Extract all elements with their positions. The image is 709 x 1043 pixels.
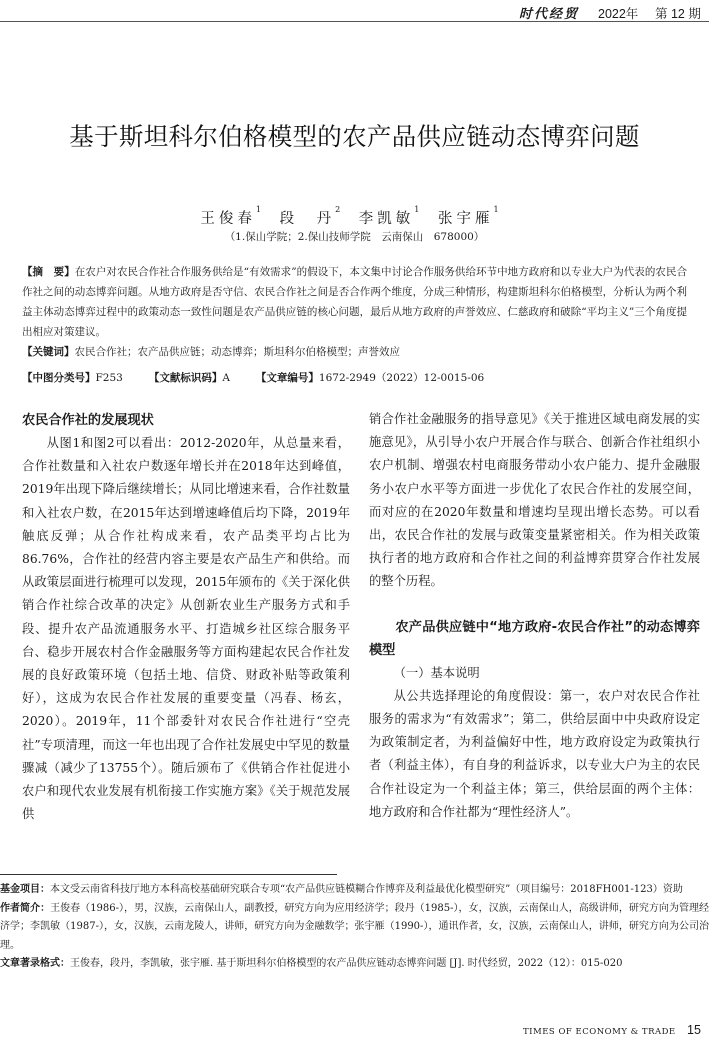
body-paragraph: 从图1和图2可以看出：2012-2020年，从总量来看，合作社数量和入社农户数逐年增长并在2018年达到峰值，2019年出现下降后继续增长；从同比增速来看，合作社数量和入社农户数，在2015年达到增速峰值后均下降，2019年触底反弹；从合作社构成来看，农产品类平均占比为86.76%，合作社的经营内容主要是农产品生产和供给。而从政策层面进行梳理可以发现，2015年颁布的《关于深化供销合作社综合改革的决定》从创新农业生产服务方式和手段、提升农产品流通服务水平、打造城乡社区综合服务平台、稳步开展农村合作金融服务等方面构建起农民合作社发展的良好政策环境（包括土地、信贷、财政补贴等政策利好），这成为农民合作社发展的重要变量（冯春、杨玄，2020）。2019年，11个部委针对农民合作社进行“空壳社”专项清理，而这一年也出现了合作社发展史中罕见的数量骤减（减少了13755个）。随后颁布了《供销合作社促进小农户和现代农业发展有机衔接工作实施方案》《关于规范发展供 [22, 436, 350, 822]
subsection-heading: （一）基本说明 [393, 665, 480, 680]
author-affiliation-mark: 1 [255, 205, 261, 214]
paper-title: 基于斯坦科尔伯格模型的农产品供应链动态博弈问题 [69, 122, 640, 151]
abstract-block [22, 262, 687, 362]
doc-code-label: 【文献标识码】 [148, 372, 223, 384]
clc-value: F253 [95, 372, 123, 384]
author-name: 段 丹 [279, 211, 336, 227]
citation-note [0, 955, 709, 974]
author-affiliation-mark: 1 [493, 205, 499, 214]
author-bio-label: 作者简介： [0, 902, 51, 914]
author-bio-text: 王俊春（1986-），男，汉族，云南保山人，副教授，研究方向为应用经济学；段丹（1985-），女，汉族，云南保山人，高级讲师，研究方向为管理经济学；李凯敏（1987-），女，汉族，云南龙陵人，讲师，研究方向为金融数学；张宇雁（1990-），通讯作者，女，汉族，云南保山人，讲师，研究方向为公司治理。 [0, 902, 709, 951]
journal-issue: 第 12 期 [655, 7, 701, 21]
keywords-label: 【关键词】 [22, 346, 75, 358]
author-bio-note [0, 900, 709, 956]
author-list [0, 207, 709, 228]
body-column-right [369, 408, 700, 824]
funding-text: 本文受云南省科技厅地方本科高校基础研究联合专项“农产品供应链模糊合作博弈及利益最优化模型研究”（项目编号：2018FH001-123）资助 [50, 884, 683, 895]
funding-note [0, 881, 709, 900]
body-paragraph: 从公共选择理论的角度假设：第一，农户对农民合作社服务的需求为“有效需求”；第二，供给层面中中央政府设定为政策制定者，为利益偏好中性，地方政府设定为政策执行者（利益主体），有自身的利益诉求，以专业大户为主的农民合作社设定为一个利益主体；第三，供给层面的两个主体：地方政府和合作社都为“理性经济人”。 [369, 688, 700, 819]
author-name: 王俊春 [200, 211, 256, 227]
section-heading: 农产品供应链中“地方政府-农民合作社”的动态博弈模型 [369, 619, 700, 658]
page-number: 15 [687, 1023, 701, 1037]
body-paragraph: 销合作社金融服务的指导意见》《关于推进区域电商发展的实施意见》，从引导小农户开展合作与联合、创新合作社组织小农户机制、增强农村电商服务带动小农户能力、提升金融服务小农户水平等方面进一步优化了农民合作社的发展空间，而对应的在2020年数量和增速均呈现出增长态势。可以看出，农民合作社的发展与政策变量紧密相关。作为相关政策执行者的地方政府和合作社之间的利益博弈贯穿合作社发展的整个历程。 [369, 412, 700, 589]
journal-header [0, 0, 709, 22]
author-affiliation-mark: 2 [335, 205, 341, 214]
article-number-value: 1672-2949（2022）12-0015-06 [318, 372, 485, 384]
article-number-label: 【文章编号】 [255, 372, 319, 384]
clc-label: 【中图分类号】 [22, 372, 96, 384]
abstract [22, 262, 687, 342]
journal-year: 2022年 [598, 7, 639, 21]
author-affiliation-mark: 1 [414, 205, 420, 214]
header-divider [0, 21, 709, 22]
journal-name: 时代经贸 [519, 7, 580, 22]
citation-text: 王俊春，段丹，李凯敏，张宇雁. 基于斯坦科尔伯格模型的农产品供应链动态博弈问题 [J]. 时代经贸，2022（12）：015-020 [70, 958, 623, 969]
funding-label: 基金项目： [0, 884, 50, 895]
keywords [22, 342, 687, 362]
footnotes [0, 881, 709, 974]
keywords-text: 农民合作社；农产品供应链；动态博弈；斯坦科尔伯格模型；声誉效应 [74, 346, 400, 358]
citation-label: 文章著录格式： [0, 958, 70, 969]
author-name: 张宇雁 [438, 211, 494, 227]
footer-journal-name: TIMES OF ECONOMY & TRADE [523, 1027, 676, 1037]
footnote-divider [0, 874, 337, 875]
author-name: 李凯敏 [358, 211, 415, 227]
classification-row [22, 370, 687, 385]
affiliation: （1.保山学院；2.保山技师学院 云南保山 678000） [224, 231, 485, 243]
doc-code-value: A [222, 372, 230, 384]
section-heading: 农民合作社的发展现状 [22, 413, 154, 428]
abstract-text: 在农户对农民合作社合作服务供给是“有效需求”的假设下，本文集中讨论合作服务供给环节中地方政府和以专业大户为代表的农民合作社之间的动态博弈问题。从地方政府是否守信、农民合作社之间是否合作两个维度，分成三种情形，构建斯坦科尔伯格模型，分析认为两个利益主体动态博弈过程中的政策动态一致性问题是农产品供应链的核心问题，最后从地方政府的声誉效应、仁慈政府和破除“平均主义”三个角度提出相应对策建议。 [22, 266, 688, 338]
abstract-label: 【摘 要】 [22, 266, 75, 278]
body-column-left [22, 408, 350, 826]
